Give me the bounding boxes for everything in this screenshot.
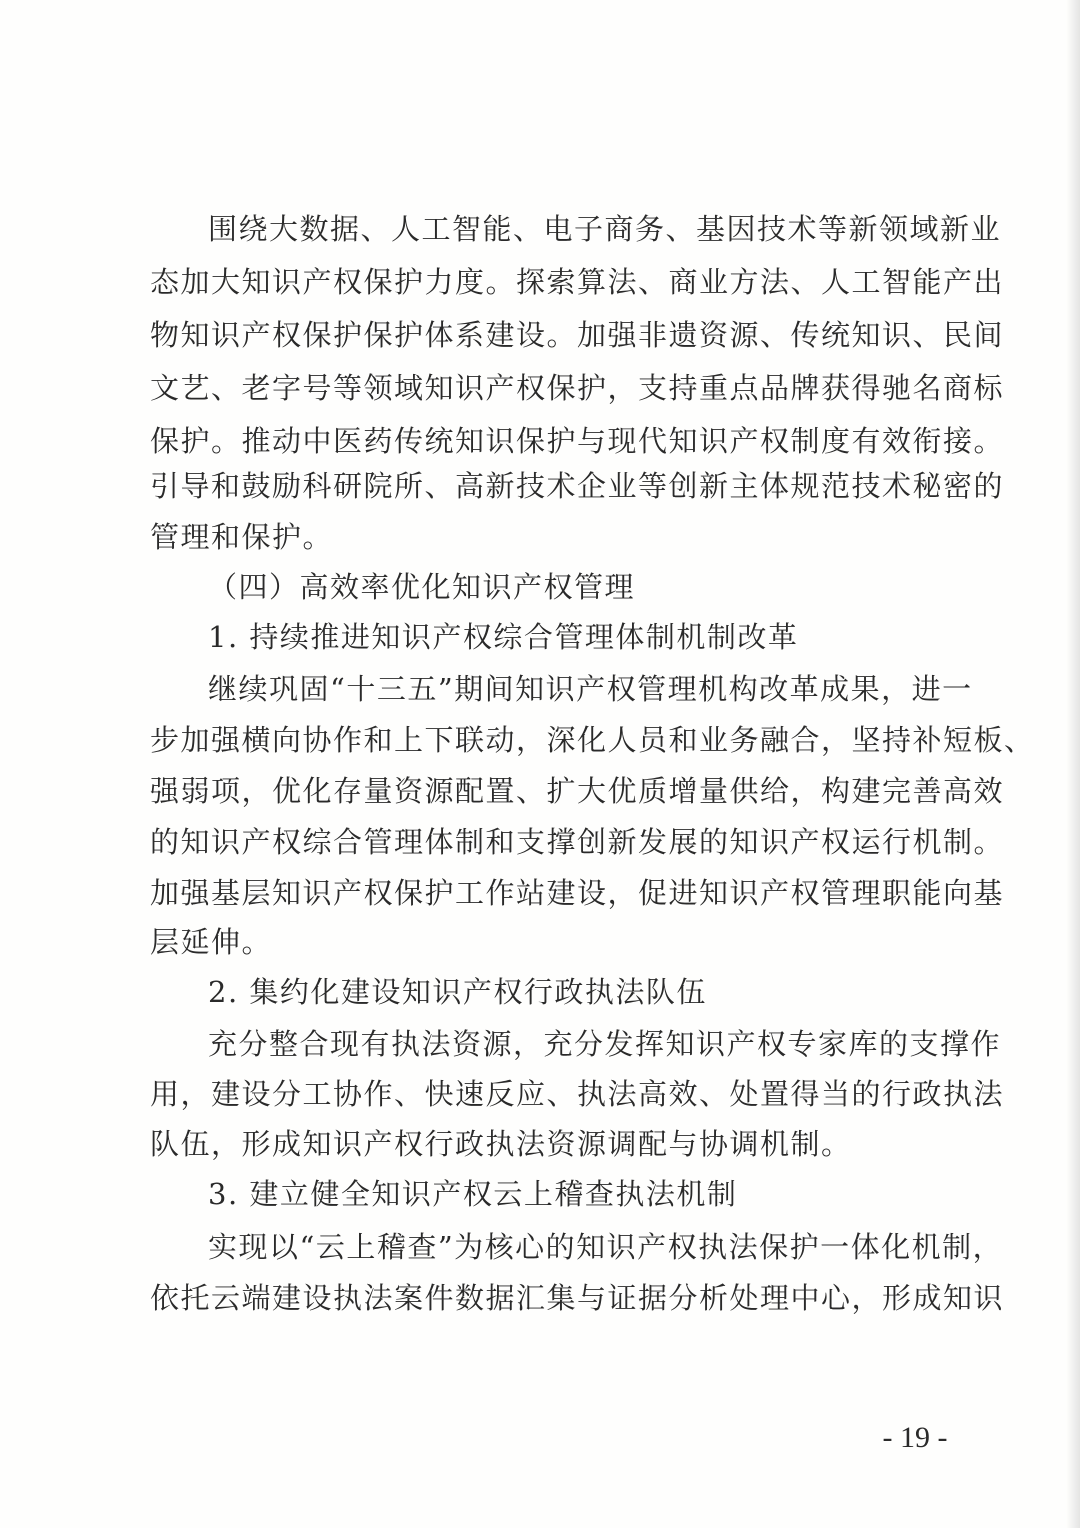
paragraph-line: 依托云端建设执法案件数据汇集与证据分析处理中心，形成知识	[150, 1281, 1005, 1315]
paragraph-line: 充分整合现有执法资源，充分发挥知识产权专家库的支撑作	[208, 1027, 1002, 1061]
paragraph-line: 步加强横向协作和上下联动，深化人员和业务融合，坚持补短板、	[150, 723, 1035, 757]
paragraph-line: 加强基层知识产权保护工作站建设，促进知识产权管理职能向基	[150, 876, 1005, 910]
paragraph-line: 强弱项，优化存量资源配置、扩大优质增量供给，构建完善高效	[150, 774, 1005, 808]
subsection-heading: 1. 持续推进知识产权综合管理体制机制改革	[208, 620, 799, 654]
subsection-heading: 2. 集约化建设知识产权行政执法队伍	[208, 975, 707, 1009]
paragraph-line: 保护。推动中医药传统知识保护与现代知识产权制度有效衔接。	[150, 424, 1005, 458]
paragraph-line: 物知识产权保护保护体系建设。加强非遗资源、传统知识、民间	[150, 318, 1005, 352]
paragraph-line: 队伍，形成知识产权行政执法资源调配与协调机制。	[150, 1127, 852, 1161]
paragraph-line: 文艺、老字号等领域知识产权保护，支持重点品牌获得驰名商标	[150, 371, 1005, 405]
section-heading: （四）高效率优化知识产权管理	[208, 570, 636, 604]
page-edge-shadow	[1066, 0, 1080, 1528]
paragraph-line: 继续巩固“十三五”期间知识产权管理机构改革成果，进一	[208, 672, 973, 706]
paragraph-line: 引导和鼓励科研院所、高新技术企业等创新主体规范技术秘密的	[150, 469, 1005, 503]
paragraph-line: 态加大知识产权保护力度。探索算法、商业方法、人工智能产出	[150, 265, 1005, 299]
paragraph-line: 管理和保护。	[150, 520, 334, 554]
paragraph-line: 的知识产权综合管理体制和支撑创新发展的知识产权运行机制。	[150, 825, 1005, 859]
paragraph-line: 围绕大数据、人工智能、电子商务、基因技术等新领域新业	[208, 212, 1002, 246]
page-number: - 19 -	[882, 1421, 948, 1454]
paragraph-line: 层延伸。	[150, 925, 273, 959]
subsection-heading: 3. 建立健全知识产权云上稽查执法机制	[208, 1177, 738, 1211]
paragraph-line: 用，建设分工协作、快速反应、执法高效、处置得当的行政执法	[150, 1077, 1005, 1111]
paragraph-line: 实现以“云上稽查”为核心的知识产权执法保护一体化机制，	[208, 1230, 1004, 1264]
